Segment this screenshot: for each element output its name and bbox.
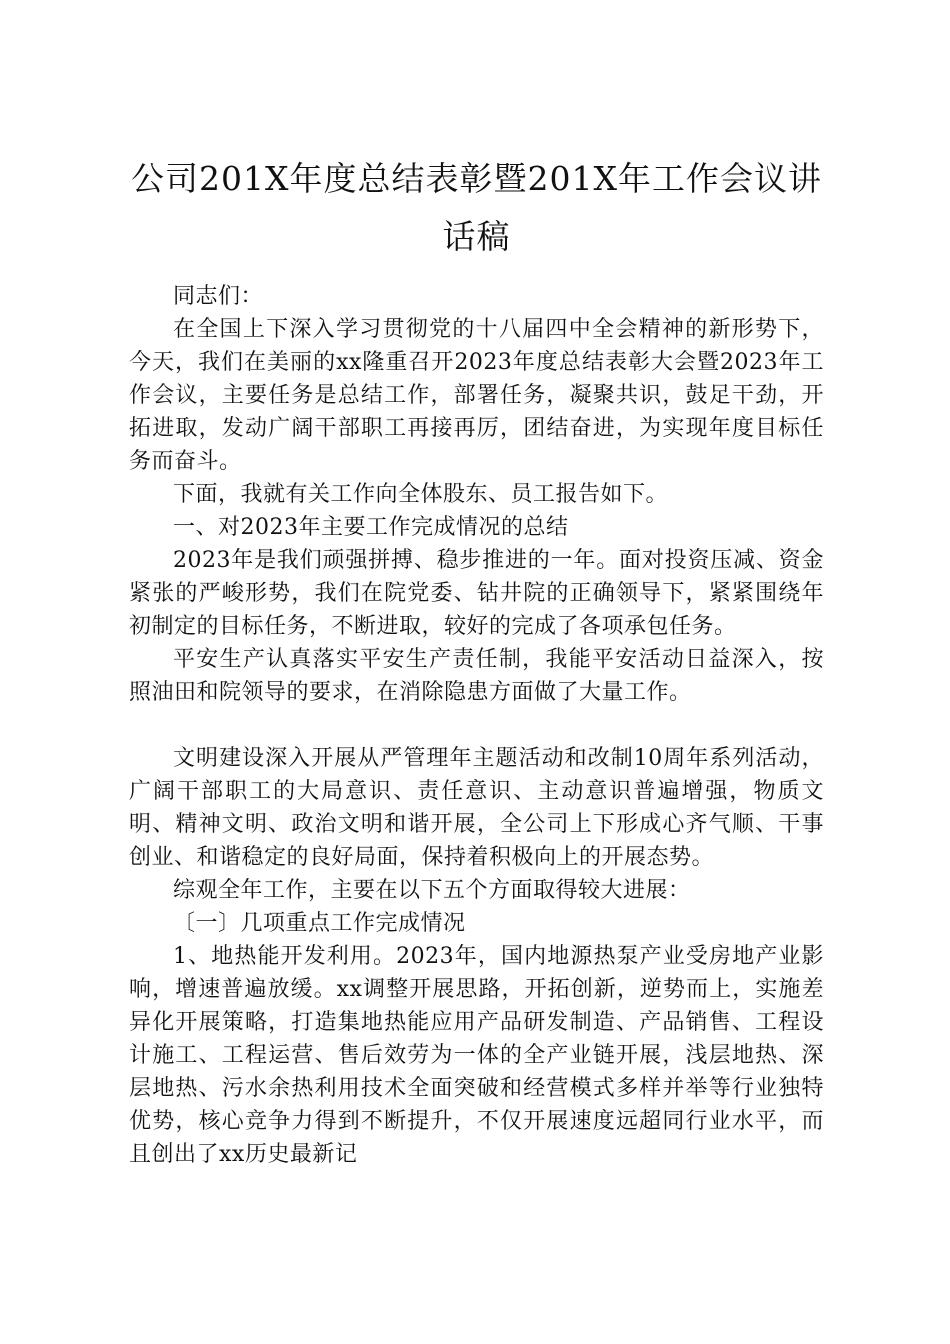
document-page [129, 150, 824, 1171]
paragraph-safety: 平安生产认真落实平安生产责任制，我能平安活动日益深入，按照油田和院领导的要求，在消除隐患方面做了大量工作。 [129, 647, 824, 705]
document-body [129, 280, 824, 1171]
subsection-heading-1: 〔一〕几项重点工作完成情况 [173, 911, 466, 936]
document-title: 公司201X年度总结表彰暨201X年工作会议讲话稿 [131, 159, 822, 256]
paragraph-report: 下面，我就有关工作向全体股东、员工报告如下。 [173, 482, 669, 507]
paragraph-intro: 在全国上下深入学习贯彻党的十八届四中全会精神的新形势下，今天，我们在美丽的xx隆重召开2023年度总结表彰大会暨2023年工作会议，主要任务是总结工作，部署任务，凝聚共识，鼓足干劲，开拓进取，发动广阔干部职工再接再厉，团结奋进，为实现年度目标任务而奋斗。 [129, 317, 824, 474]
paragraph-overview: 综观全年工作，主要在以下五个方面取得较大进展： [173, 878, 691, 903]
paragraph-year-summary: 2023年是我们顽强拼搏、稳步推进的一年。面对投资压减、资金紧张的严峻形势，我们在院党委、钻井院的正确领导下，紧紧围绕年初制定的目标任务，不断进取，较好的完成了各项承包任务。 [129, 548, 824, 639]
paragraph-civilization: 文明建设深入开展从严管理年主题活动和改制10周年系列活动，广阔干部职工的大局意识、责任意识、主动意识普遍增强，物质文明、精神文明、政治文明和谐开展，全公司上下形成心齐气顺、干事创业、和谐稳定的良好局面，保持着积极向上的开展态势。 [129, 746, 824, 870]
paragraph-geothermal: 1、地热能开发利用。2023年，国内地源热泵产业受房地产业影响，增速普遍放缓。xx调整开展思路，开拓创新，逆势而上，实施差异化开展策略，打造集地热能应用产品研发制造、产品销售、工程设计施工、工程运营、售后效劳为一体的全产业链开展，浅层地热、深层地热、污水余热利用技术全面突破和经营模式多样并举等行业独特优势，核心竞争力得到不断提升，不仅开展速度远超同行业水平，而且创出了xx历史最新记 [129, 944, 824, 1167]
salutation: 同志们： [173, 284, 264, 309]
section-heading-1: 一、对2023年主要工作完成情况的总结 [173, 515, 569, 540]
